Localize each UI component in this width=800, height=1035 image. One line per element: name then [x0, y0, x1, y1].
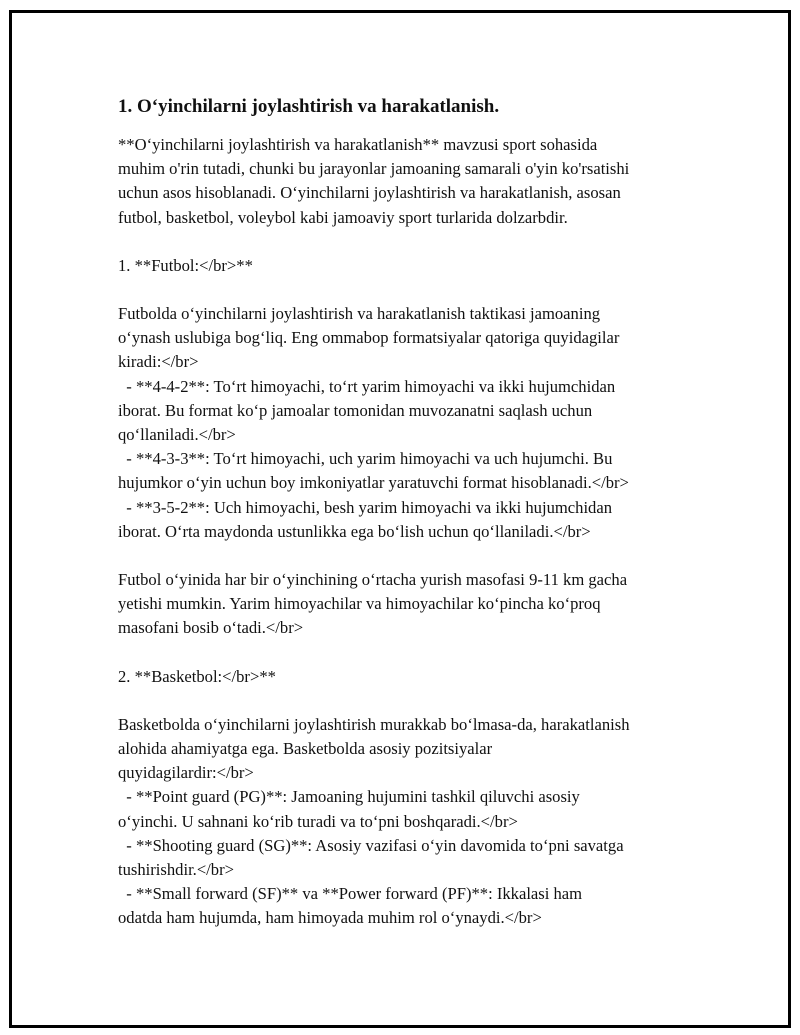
text-line: hujumkor o‘yin uchun boy imkoniyatlar yaratuvchi format hisoblanadi.</br> [118, 473, 629, 493]
intro-paragraph [118, 133, 698, 230]
text-line: masofani bosib o‘tadi.</br> [118, 618, 304, 638]
text-line: odatda ham hujumda, ham himoyada muhim rol o‘ynaydi.</br> [118, 908, 542, 928]
text-line: 2. **Basketbol:</br>** [118, 666, 276, 686]
text-line: o‘ynash uslubiga bog‘liq. Eng ommabop formatsiyalar qatoriga quyidagilar [118, 328, 620, 348]
list-item-442: - **4-4-2**: To‘rt himoyachi, to‘rt yarim himoyachi va ikki hujumchidan [118, 376, 616, 396]
text-line: muhim o'rin tutadi, chunki bu jarayonlar jamoaning samarali o'yin ko'rsatishi [118, 159, 630, 179]
futbol-subheading [118, 254, 698, 278]
text-line: futbol, basketbol, voleybol kabi jamoaviy sport turlarida dolzarbdir. [118, 207, 568, 227]
list-item-433: - **4-3-3**: To‘rt himoyachi, uch yarim himoyachi va uch hujumchi. Bu [118, 449, 613, 469]
text-line: Basketbolda o‘yinchilarni joylashtirish murakkab bo‘lmasa-da, harakatlanish [118, 714, 630, 734]
text-line: alohida ahamiyatga ega. Basketbolda asosiy pozitsiyalar [118, 739, 493, 759]
document-body [118, 95, 698, 931]
list-item-shooting-guard: - **Shooting guard (SG)**: Asosiy vazifasi o‘yin davomida to‘pni savatga [118, 835, 624, 855]
futbol-distance-paragraph [118, 568, 698, 641]
text-line: tushirishdir.</br> [118, 860, 234, 880]
text-line: kiradi:</br> [118, 352, 199, 372]
text-line: 1. **Futbol:</br>** [118, 255, 253, 275]
text-line: yetishi mumkin. Yarim himoyachilar va himoyachilar ko‘pincha ko‘proq [118, 594, 601, 614]
text-line: iborat. Bu format ko‘p jamoalar tomonidan muvozanatni saqlash uchun [118, 400, 593, 420]
text-line: o‘yinchi. U sahnani ko‘rib turadi va to‘pni boshqaradi.</br> [118, 811, 518, 831]
text-line: qo‘llaniladi.</br> [118, 425, 236, 445]
list-item-point-guard: - **Point guard (PG)**: Jamoaning hujumini tashkil qiluvchi asosiy [118, 787, 580, 807]
text-line: quyidagilardir:</br> [118, 763, 254, 783]
list-item-352: - **3-5-2**: Uch himoyachi, besh yarim himoyachi va ikki hujumchidan [118, 497, 613, 517]
text-line: uchun asos hisoblanadi. O‘yinchilarni joylashtirish va harakatlanish, asosan [118, 183, 621, 203]
section-heading: 1. O‘yinchilarni joylashtirish va harakatlanish. [118, 96, 500, 117]
list-item-forwards: - **Small forward (SF)** va **Power forward (PF)**: Ikkalasi ham [118, 884, 583, 904]
text-line: Futbol o‘yinida har bir o‘yinchining o‘rtacha yurish masofasi 9-11 km gacha [118, 570, 628, 590]
text-line: iborat. O‘rta maydonda ustunlikka ega bo‘lish uchun qo‘llaniladi.</br> [118, 521, 591, 541]
basketbol-subheading [118, 665, 698, 689]
text-line: **O‘yinchilarni joylashtirish va harakatlanish** mavzusi sport sohasida [118, 135, 598, 154]
text-line: Futbolda o‘yinchilarni joylashtirish va harakatlanish taktikasi jamoaning [118, 304, 601, 324]
futbol-formations-paragraph [118, 302, 698, 544]
basketbol-positions-paragraph [118, 713, 698, 931]
